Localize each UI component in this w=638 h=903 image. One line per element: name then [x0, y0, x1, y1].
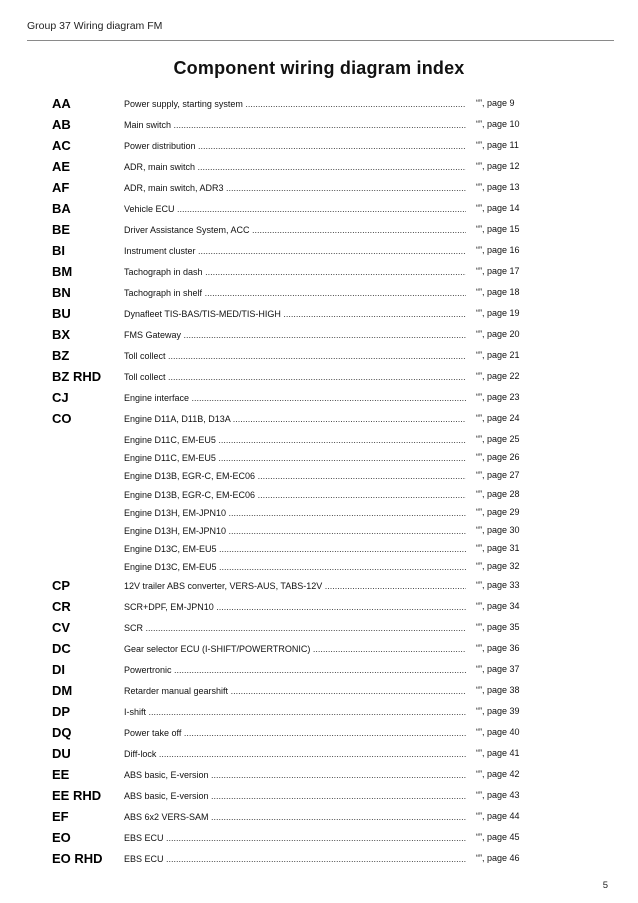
page-reference: “”, page 25: [476, 434, 520, 444]
page-reference: “”, page 24: [476, 413, 520, 423]
index-row: [52, 285, 532, 306]
component-code: DU: [52, 745, 71, 761]
page-reference: “”, page 15: [476, 224, 520, 234]
component-description: Power supply, starting system .....: [124, 99, 466, 109]
component-code: EO: [52, 829, 71, 845]
component-description: 12V trailer ABS converter, VERS-AUS, TABS-12V .....: [124, 581, 466, 591]
component-description: ADR, main switch .....: [124, 162, 466, 172]
component-description: FMS Gateway .....: [124, 330, 466, 340]
component-description: EBS ECU .....: [124, 854, 466, 864]
page-reference: “”, page 28: [476, 488, 520, 499]
index-row: [52, 599, 532, 620]
page-reference: “”, page 27: [476, 470, 520, 481]
component-description: ABS basic, E-version .....: [124, 770, 466, 780]
page-reference: “”, page 11: [476, 140, 519, 150]
component-description: Engine interface .....: [124, 393, 466, 403]
page-reference: “”, page 31: [476, 543, 520, 554]
component-code: CJ: [52, 390, 69, 405]
page-reference: “”, page 13: [476, 182, 520, 192]
index-row: [52, 117, 532, 138]
component-code: EF: [52, 808, 69, 824]
page-reference: “”, page 37: [476, 663, 520, 674]
page-reference: “”, page 29: [476, 506, 520, 517]
component-code: AA: [52, 96, 71, 111]
page-reference: “”, page 36: [476, 642, 520, 653]
index-row: [52, 578, 532, 599]
page-number: 5: [602, 880, 608, 891]
page-reference: “”, page 19: [476, 308, 520, 318]
index-row: [52, 450, 532, 468]
component-description: Power take off .....: [124, 728, 466, 738]
page-reference: “”, page 9: [476, 98, 515, 108]
index-row: [52, 704, 532, 725]
index-row: [52, 243, 532, 264]
index-row: [52, 138, 532, 159]
component-code: DM: [52, 682, 73, 698]
index-row: [52, 725, 532, 746]
page-reference: “”, page 12: [476, 161, 520, 171]
page-title: Component wiring diagram index: [173, 58, 465, 78]
index-row: [52, 641, 532, 662]
component-description: Toll collect .....: [124, 351, 466, 361]
index-row: [52, 159, 532, 180]
index-row: [52, 468, 532, 486]
component-description: Engine D11C, EM-EU5 .....: [124, 453, 466, 463]
component-code: BU: [52, 306, 71, 321]
component-description: Dynafleet TIS-BAS/TIS-MED/TIS-HIGH .....: [124, 309, 466, 319]
page-reference: “”, page 18: [476, 287, 520, 297]
component-description: ADR, main switch, ADR3 .....: [124, 183, 466, 193]
component-description: Gear selector ECU (I-SHIFT/POWERTRONIC) .....: [124, 644, 466, 654]
index-row: [52, 411, 532, 432]
index-row: [52, 201, 532, 222]
page-reference: “”, page 39: [476, 705, 520, 716]
component-description: EBS ECU .....: [124, 833, 466, 843]
index-row: [52, 505, 532, 523]
index-row: [52, 180, 532, 201]
component-description: Driver Assistance System, ACC .....: [124, 225, 466, 235]
component-description: I-shift .....: [124, 707, 466, 717]
page-reference: “”, page 32: [476, 561, 520, 572]
index-row: [52, 559, 532, 577]
component-description: Vehicle ECU .....: [124, 204, 466, 214]
index-row: [52, 746, 532, 767]
page-reference: “”, page 40: [476, 726, 520, 737]
component-description: Engine D13H, EM-JPN10 .....: [124, 526, 466, 536]
component-code: AB: [52, 117, 71, 132]
index-row: [52, 222, 532, 243]
component-code: BE: [52, 222, 71, 237]
component-code: BM: [52, 264, 73, 279]
index-row: [52, 541, 532, 559]
component-description: SCR .....: [124, 623, 466, 633]
page-reference: “”, page 46: [476, 852, 520, 863]
component-description: ABS 6x2 VERS-SAM .....: [124, 812, 466, 822]
component-description: Engine D13H, EM-JPN10 .....: [124, 508, 466, 518]
component-code: DI: [52, 661, 65, 677]
page-reference: “”, page 45: [476, 831, 520, 842]
index-row: [52, 306, 532, 327]
component-description: Instrument cluster .....: [124, 246, 466, 256]
component-code: CR: [52, 598, 71, 614]
component-code: EE RHD: [52, 787, 102, 803]
page-reference: “”, page 23: [476, 392, 520, 402]
page-reference: “”, page 22: [476, 371, 520, 381]
page-reference: “”, page 10: [476, 119, 520, 129]
component-description: Tachograph in dash .....: [124, 267, 466, 277]
page-reference: “”, page 41: [476, 747, 520, 758]
page-reference: “”, page 26: [476, 452, 520, 463]
component-code: DC: [52, 640, 71, 656]
component-code: BI: [52, 243, 65, 258]
component-description: Engine D11A, D11B, D13A .....: [124, 414, 466, 424]
index-row: [52, 96, 532, 117]
component-code: BA: [52, 201, 71, 216]
index-row: [52, 390, 532, 411]
page-reference: “”, page 21: [476, 350, 520, 360]
header-divider: [27, 40, 614, 41]
component-description: Tachograph in shelf .....: [124, 288, 466, 298]
index-row: [52, 830, 532, 851]
component-description: Main switch .....: [124, 120, 466, 130]
index-table: [52, 96, 532, 872]
component-description: Engine D13C, EM-EU5 .....: [124, 544, 466, 554]
component-description: Engine D13B, EGR-C, EM-EC06 .....: [124, 471, 466, 481]
component-code: CP: [52, 577, 71, 593]
page-reference: “”, page 16: [476, 245, 520, 255]
component-code: AF: [52, 180, 70, 195]
component-code: AC: [52, 138, 71, 153]
component-code: BX: [52, 327, 71, 342]
index-row: [52, 369, 532, 390]
index-row: [52, 327, 532, 348]
component-description: Power distribution .....: [124, 141, 466, 151]
page-reference: “”, page 42: [476, 768, 520, 779]
page-reference: “”, page 33: [476, 579, 520, 590]
component-code: CV: [52, 619, 71, 635]
component-code: BZ: [52, 348, 70, 363]
component-code: BN: [52, 285, 71, 300]
page-reference: “”, page 14: [476, 203, 520, 213]
index-row: [52, 620, 532, 641]
component-description: Diff-lock .....: [124, 749, 466, 759]
component-description: Retarder manual gearshift .....: [124, 686, 466, 696]
page-reference: “”, page 34: [476, 600, 520, 611]
index-row: [52, 523, 532, 541]
index-row: [52, 683, 532, 704]
page-reference: “”, page 35: [476, 621, 520, 632]
index-row: [52, 264, 532, 285]
component-code: DQ: [52, 724, 72, 740]
component-description: Engine D13C, EM-EU5 .....: [124, 562, 466, 572]
page-reference: “”, page 17: [476, 266, 520, 276]
index-row: [52, 662, 532, 683]
index-row: [52, 851, 532, 872]
component-code: CO: [52, 411, 72, 426]
component-code: DP: [52, 703, 71, 719]
component-code: AE: [52, 159, 71, 174]
index-row: [52, 767, 532, 788]
component-description: SCR+DPF, EM-JPN10 .....: [124, 602, 466, 612]
page-reference: “”, page 30: [476, 524, 520, 535]
index-row: [52, 788, 532, 809]
page-reference: “”, page 20: [476, 329, 520, 339]
index-row: [52, 809, 532, 830]
index-row: [52, 348, 532, 369]
component-code: EE: [52, 766, 70, 782]
page-reference: “”, page 43: [476, 789, 520, 800]
component-description: Powertronic .....: [124, 665, 466, 675]
page-reference: “”, page 44: [476, 810, 520, 821]
page-reference: “”, page 38: [476, 684, 520, 695]
index-row: [52, 432, 532, 450]
index-row: [52, 487, 532, 505]
document-header: Group 37 Wiring diagram FM: [27, 20, 163, 32]
component-description: Engine D13B, EGR-C, EM-EC06 .....: [124, 490, 466, 500]
component-code: BZ RHD: [52, 369, 102, 384]
component-description: ABS basic, E-version .....: [124, 791, 466, 801]
component-description: Toll collect .....: [124, 372, 466, 382]
component-code: EO RHD: [52, 850, 103, 866]
component-description: Engine D11C, EM-EU5 .....: [124, 435, 466, 445]
